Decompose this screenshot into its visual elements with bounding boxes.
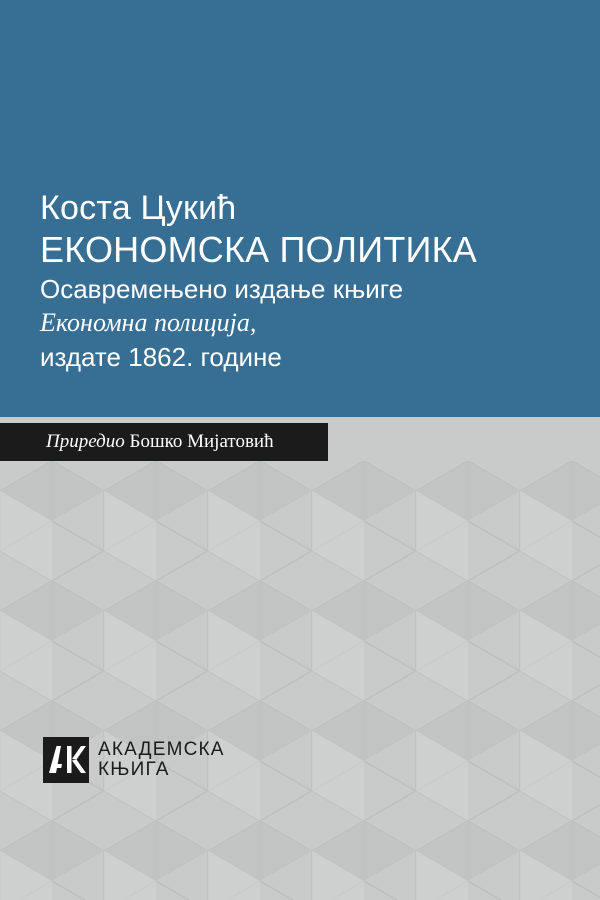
akademska-knjiga-logo-icon	[43, 737, 89, 783]
subtitle-line-3: издате 1862. године	[40, 342, 282, 372]
publisher-line-1: АКАДЕМСКА	[98, 739, 225, 761]
publisher-line-2: КЊИГА	[98, 759, 170, 780]
publisher-logo	[43, 737, 225, 783]
isometric-cube-pattern-icon	[0, 461, 600, 900]
publisher-name	[98, 740, 225, 780]
editor-name: Бошко Мијатовић	[129, 431, 274, 452]
cover-lower-panel	[0, 461, 600, 900]
title-block	[40, 188, 560, 374]
subtitle-line-1: Осавремењено издање књиге	[40, 274, 404, 304]
subtitle-line-2: Економна полиција,	[40, 308, 257, 337]
editor-prefix: Приредио	[46, 431, 125, 452]
book-title: ЕКОНОМСКА ПОЛИТИКА	[40, 229, 477, 270]
editor-credit	[46, 424, 346, 460]
author-name: Коста Цукић	[40, 189, 237, 227]
